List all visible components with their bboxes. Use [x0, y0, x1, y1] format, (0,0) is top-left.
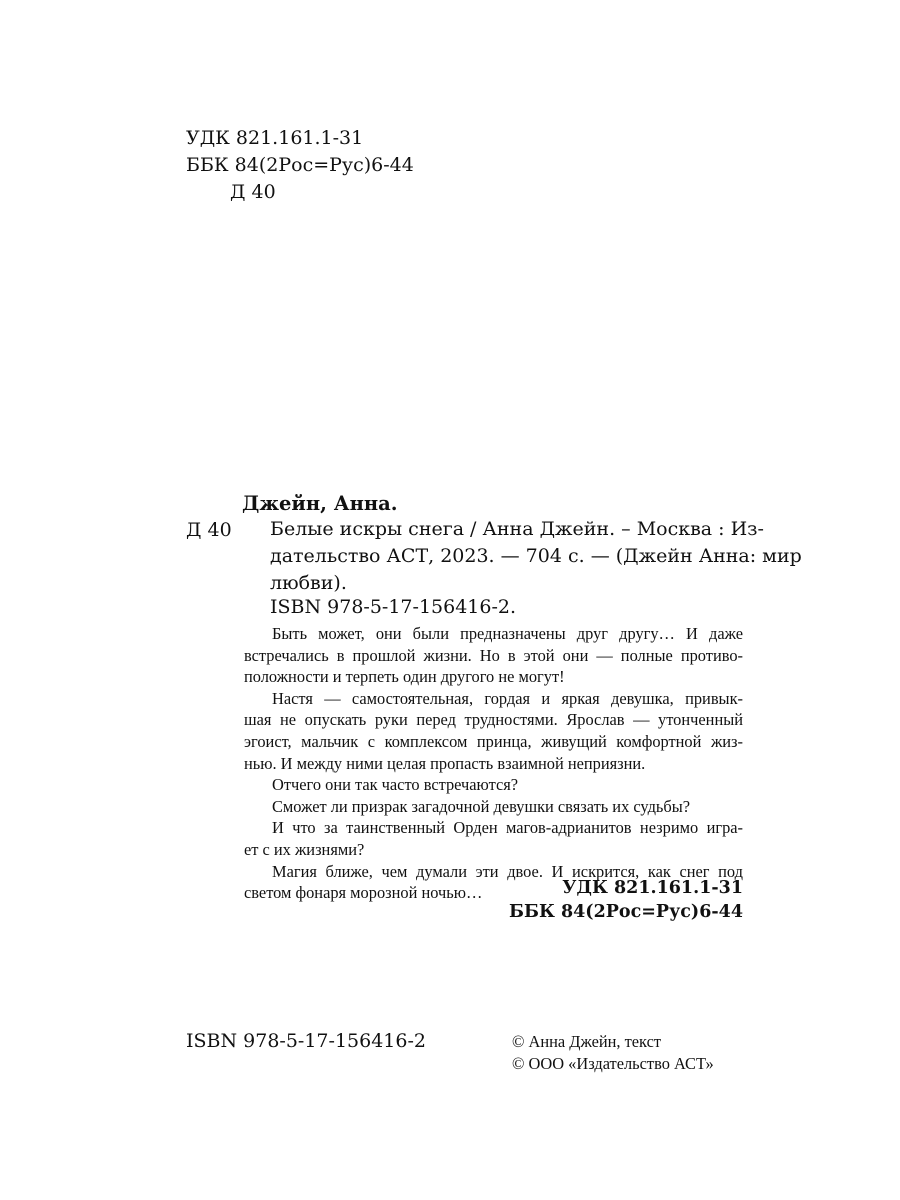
- copyright-publisher: © ООО «Издательство АСТ»: [512, 1054, 714, 1073]
- isbn-footer: ISBN 978-5-17-156416-2: [186, 1030, 426, 1052]
- annotation-line: ет с их жизнями?: [244, 839, 365, 859]
- annotation-line: И что за таинственный Орден магов-адрианитов незримо игра-: [272, 818, 743, 838]
- copyright-text: © Анна Джейн, текст: [512, 1032, 662, 1051]
- copyright-notices: [512, 1031, 714, 1075]
- annotation-line: эгоист, мальчик с комплексом принца, живущий комфортной жиз-: [244, 731, 743, 751]
- header-classification-codes: [186, 125, 414, 206]
- title-line: любви).: [270, 572, 347, 594]
- title-line: дательство АСТ, 2023. — 704 с. — (Джейн Анна: мир: [270, 545, 802, 567]
- annotation-line: Магия ближе, чем думали эти двое. И искрится, как снег под: [272, 861, 743, 881]
- annotation-line: Настя — самостоятельная, гордая и яркая девушка, привык-: [272, 688, 743, 708]
- bbk-code: ББК 84(2Рос=Рус)6-44: [186, 154, 414, 176]
- annotation-line: Быть может, они были предназначены друг другу… И даже: [272, 624, 743, 643]
- annotation-line: светом фонаря морозной ночью…: [244, 883, 483, 903]
- annotation-line: встречались в прошлой жизни. Но в этой они — полные противо-: [244, 645, 743, 665]
- annotation-line: нью. И между ними целая пропасть взаимной неприязни.: [244, 753, 646, 773]
- author-mark-left: Д 40: [186, 519, 232, 541]
- bbk-code-bold: ББК 84(2Рос=Рус)6-44: [509, 902, 743, 922]
- annotation-line: шая не опускать руки перед трудностями. Ярослав — утонченный: [244, 710, 743, 730]
- annotation-line: Отчего они так часто встречаются?: [272, 775, 519, 795]
- annotation-text: [244, 623, 743, 904]
- isbn-record: ISBN 978-5-17-156416-2.: [270, 596, 517, 618]
- annotation-line: Сможет ли призрак загадочной девушки связать их судьбы?: [272, 796, 691, 816]
- title-line: Белые искры снега / Анна Джейн. – Москва : Из-: [270, 518, 764, 540]
- footer-classification-codes: [509, 876, 743, 924]
- udk-code-bold: УДК 821.161.1-31: [562, 878, 743, 898]
- udk-code: УДК 821.161.1-31: [186, 127, 364, 149]
- author-mark: Д 40: [230, 181, 276, 203]
- annotation-line: положности и терпеть один другого не могут!: [244, 667, 565, 687]
- author-heading: Джейн, Анна.: [242, 492, 398, 515]
- bibliographic-title: [270, 516, 802, 597]
